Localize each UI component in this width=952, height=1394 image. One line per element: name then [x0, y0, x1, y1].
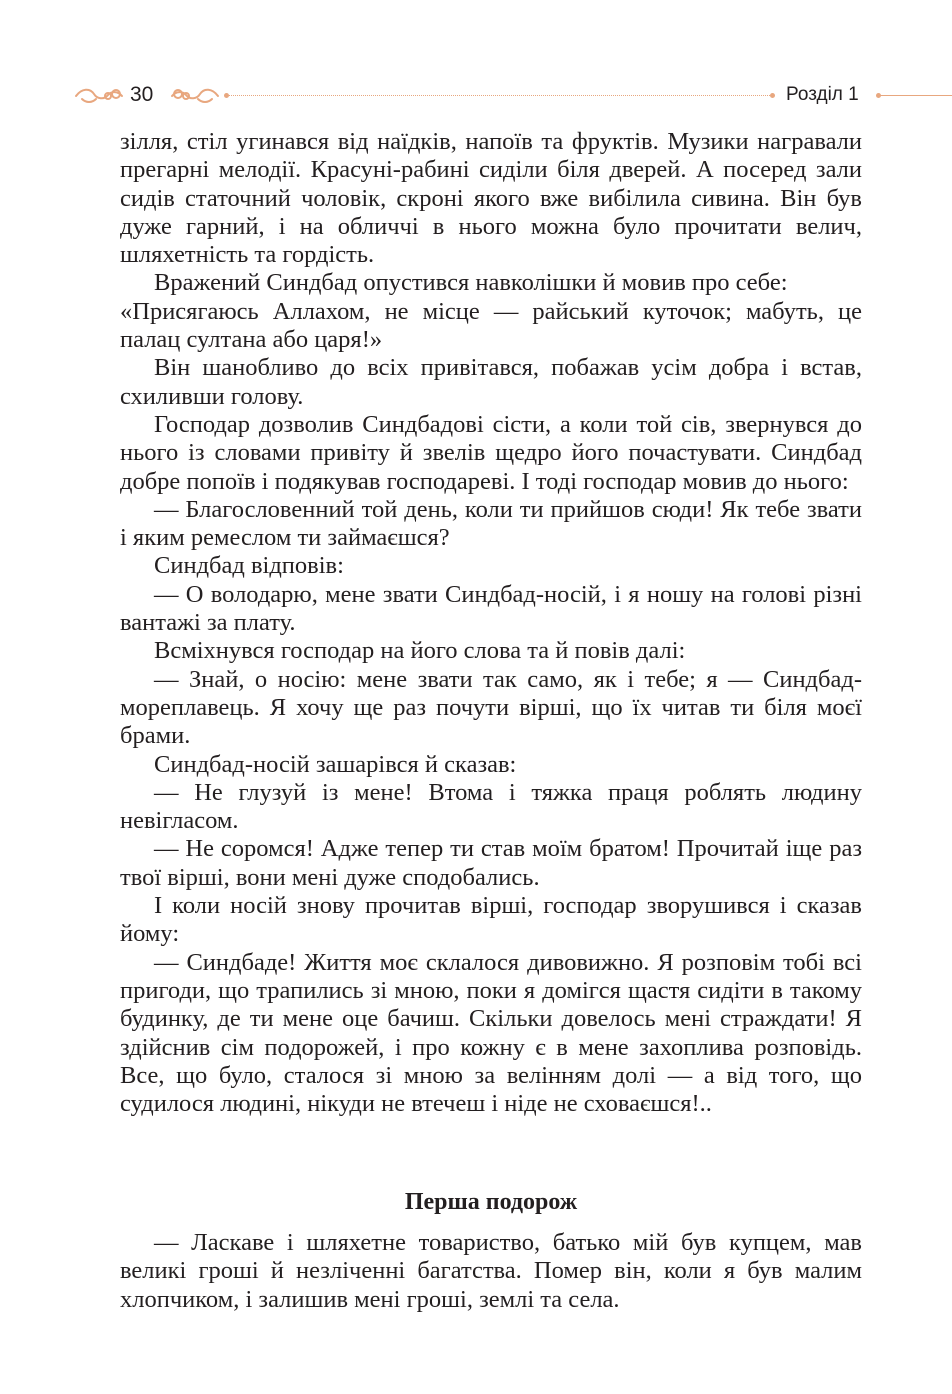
paragraph: — Не соромся! Адже тепер ти став моїм братом! Прочитай іще раз твої вірші, вони мені дуже сподобались. — [120, 835, 862, 891]
page-number: 30 — [130, 83, 154, 106]
header-right-rule — [880, 95, 952, 96]
paragraph: — Благословенний той день, коли ти прийшов сюди! Як тебе звати і яким ремеслом ти займаєшся? — [120, 495, 862, 552]
body-text — [120, 128, 862, 1118]
rule-end-dot — [770, 93, 775, 98]
paragraph: — Знай, о носію: мене звати так само, як і тебе; я — Синдбад-мореплавець. Я хочу ще раз почути вірші, що їх читав ти біля моєї брами. — [120, 665, 862, 750]
paragraph: — Ласкаве і шляхетне товариство, батько мій був купцем, мав великі гроші й незліченні багатства. Помер він, коли я був малим хлопчиком, і залишив мені гроші, землі та села. — [120, 1229, 862, 1313]
chapter-body-text — [120, 1229, 862, 1314]
paragraph: Господар дозволив Синдбадові сісти, а коли той сів, звернувся до нього із словами привіту й звелів щедро його почастувати. Синдбад добре попоїв і подякував господареві. І тоді господар мовив до нього: — [120, 410, 862, 495]
paragraph: Всміхнувся господар на його слова та й повів далі: — [154, 637, 686, 665]
right-flourish-ornament — [170, 84, 220, 108]
paragraph: — Синдбаде! Життя моє склалося дивовижно. Я розповім тобі всі пригоди, що трапились зі мною, поки я домігся щастя сидіти в такому будинку, де ти мене оце бачиш. Скільки довелось мені страждати! Я здійснив сім подорожей, і про кожну є в мене захоплива розповідь. Все, що було, сталося зі мною за велінням долі — а від того, що судилося людині, нікуди не втечеш і ніде не сховаєшся!.. — [120, 948, 862, 1118]
paragraph: — Не глузуй із мене! Втома і тяжка праця роблять людину невігласом. — [120, 778, 862, 835]
running-header — [0, 78, 952, 114]
paragraph: «Присягаюсь Аллахом, не місце — райський куточок; мабуть, це палац султана або царя!» — [120, 297, 862, 354]
paragraph: Вражений Синдбад опустився навколішки й мовив про себе: — [154, 269, 788, 297]
paragraph: зілля, стіл угинався від наїдків, напоїв та фруктів. Музики награвали прегарні мелодії. Красуні-рабині сиділи біля дверей. А посеред зали сидів статочний чоловік, скроні якого вже вибілила сивина. Він був дуже гарний, і на обличчі в нього можна було прочитати велич, шляхетність та гордість. — [120, 128, 862, 269]
section-name: Розділ 1 — [786, 84, 859, 105]
chapter-title: Перша подорож — [404, 1189, 578, 1215]
paragraph: Синдбад-носій зашарівся й сказав: — [154, 750, 517, 778]
paragraph: — О володарю, мене звати Синдбад-носій, і я ношу на голові різні вантажі за плату. — [120, 580, 862, 637]
paragraph: Він шанобливо до всіх привітався, побажав усім добра і встав, схиливши голову. — [120, 354, 862, 410]
left-flourish-ornament — [74, 84, 124, 108]
paragraph: Синдбад відповів: — [154, 552, 344, 580]
header-dotted-rule — [226, 95, 772, 96]
paragraph: І коли носій знову прочитав вірші, господар зворушився і сказав йому: — [120, 892, 862, 948]
